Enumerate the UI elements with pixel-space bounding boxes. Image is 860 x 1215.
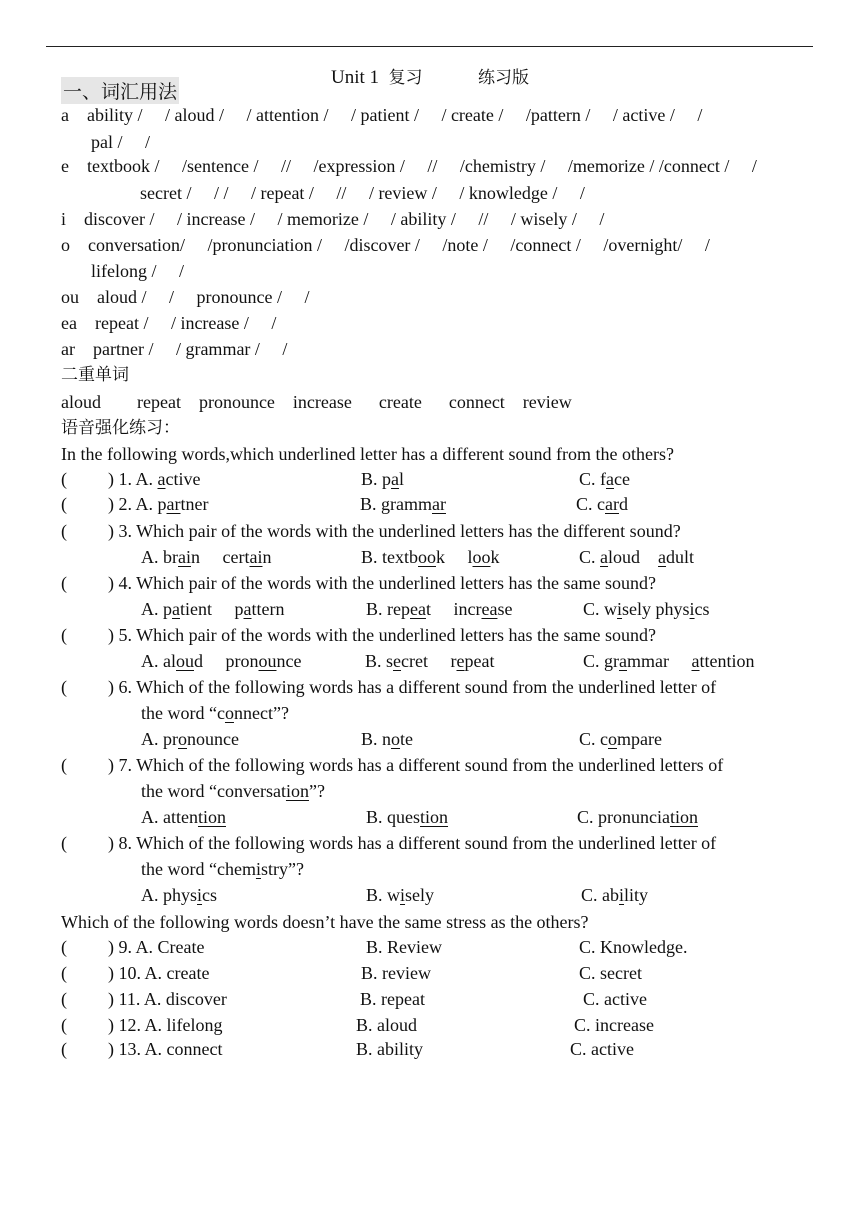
q13-option-c: C. active (570, 1039, 634, 1059)
instruction-2: Which of the following words doesn’t have the same stress as the others? (61, 912, 589, 932)
q12-option-a: ) 12. A. lifelong (108, 1015, 223, 1035)
q6-option-a: A. pronounce (141, 729, 239, 749)
q9-option-a: ) 9. A. Create (108, 937, 205, 957)
vocab-line-o: o conversation/ /pronunciation / /discover / /note / /connect / /overnight/ / (61, 235, 710, 255)
q2-option-a: ) 2. A. partner (108, 494, 209, 514)
q1-option-c: C. face (579, 469, 630, 489)
answer-paren: ( (61, 677, 67, 697)
vocab-line-i: i discover / / increase / / memorize / / ability / // / wisely / / (61, 209, 605, 229)
q8-option-b: B. wisely (366, 885, 435, 905)
vocab-line-a: a ability / / aloud / / attention / / patient / / create / /pattern / / active / / (61, 105, 703, 125)
answer-paren: ( (61, 989, 67, 1009)
sec2-heading: 二重单词 (61, 365, 129, 385)
vocab-line-o-cont: lifelong / / (91, 261, 184, 281)
vocab-line-e: e textbook / /sentence / // /expression / // /chemistry / /memorize / /connect / / (61, 156, 757, 176)
q4-option-c: C. wisely physics (583, 599, 710, 619)
answer-paren: ( (61, 755, 67, 775)
answer-paren: ( (61, 494, 67, 514)
q5-stem: ) 5. Which pair of the words with the underlined letters has the same sound? (108, 625, 657, 645)
q6-stem: ) 6. Which of the following words has a different sound from the underlined letter of (108, 677, 717, 697)
q12-option-c: C. increase (574, 1015, 654, 1035)
q6-option-c: C. compare (579, 729, 662, 749)
q13-option-a: ) 13. A. connect (108, 1039, 223, 1059)
q9-option-b: B. Review (366, 937, 442, 957)
q4-option-a: A. patient pattern (141, 599, 285, 619)
instruction-1: In the following words,which underlined letter has a different sound from the others? (61, 444, 675, 464)
q8-option-a: A. physics (141, 885, 218, 905)
q4-option-b: B. repeat increase (366, 599, 513, 619)
answer-paren: ( (61, 521, 67, 541)
review-label: 复习 (388, 68, 423, 88)
answer-paren: ( (61, 625, 67, 645)
q9-option-c: C. Knowledge. (579, 937, 688, 957)
answer-paren: ( (61, 469, 67, 489)
q5-option-a: A. aloud pronounce (141, 651, 302, 671)
answer-paren: ( (61, 1015, 67, 1035)
q2-option-c: C. card (576, 494, 628, 514)
q7-option-b: B. question (366, 807, 449, 827)
q8-option-c: C. ability (581, 885, 649, 905)
answer-paren: ( (61, 963, 67, 983)
answer-paren: ( (61, 937, 67, 957)
q1-option-a: ) 1. A. active (108, 469, 201, 489)
q11-option-b: B. repeat (360, 989, 425, 1009)
q10-option-b: B. review (361, 963, 431, 983)
vocab-line-ar: ar partner / / grammar / / (61, 339, 288, 359)
top-rule (46, 46, 813, 47)
q8-stem: ) 8. Which of the following words has a different sound from the underlined letter of (108, 833, 717, 853)
q12-option-b: B. aloud (356, 1015, 417, 1035)
q13-option-b: B. ability (356, 1039, 423, 1059)
q10-option-c: C. secret (579, 963, 642, 983)
answer-paren: ( (61, 1039, 67, 1059)
q3-stem: ) 3. Which pair of the words with the underlined letters has the different sound? (108, 521, 681, 541)
q7-option-a: A. attention (141, 807, 226, 827)
q3-option-c: C. aloud adult (579, 547, 695, 567)
sec2-words: aloud repeat pronounce increase create connect review (61, 392, 572, 412)
vocab-line-e-cont: secret / / / / repeat / // / review / / knowledge / / (140, 183, 585, 203)
q4-stem: ) 4. Which pair of the words with the underlined letters has the same sound? (108, 573, 657, 593)
vocab-heading: 一、词汇用法 (61, 77, 179, 104)
q3-option-a: A. brain certain (141, 547, 272, 567)
vocab-line-ea: ea repeat / / increase / / (61, 313, 277, 333)
q11-option-c: C. active (583, 989, 647, 1009)
q8-stem-cont: the word “chemistry”? (141, 859, 304, 879)
vocab-line-a-cont: pal / / (91, 132, 150, 152)
q6-stem-cont: the word “connect”? (141, 703, 289, 723)
q11-option-a: ) 11. A. discover (108, 989, 227, 1009)
phonics-heading: 语音强化练习： (61, 418, 180, 438)
q6-option-b: B. note (361, 729, 414, 749)
q7-option-c: C. pronunciation (577, 807, 698, 827)
q1-option-b: B. pal (361, 469, 405, 489)
answer-paren: ( (61, 573, 67, 593)
q10-option-a: ) 10. A. create (108, 963, 210, 983)
q5-option-c: C. grammar attention (583, 651, 755, 671)
q2-option-b: B. grammar (360, 494, 446, 514)
edition-label: 练习版 (478, 68, 530, 88)
unit-label: Unit 1 (330, 67, 380, 88)
q7-stem-cont: the word “conversation”? (141, 781, 325, 801)
vocab-line-ou: ou aloud / / pronounce / / (61, 287, 310, 307)
q7-stem: ) 7. Which of the following words has a different sound from the underlined letters of (108, 755, 724, 775)
answer-paren: ( (61, 833, 67, 853)
q3-option-b: B. textbook look (361, 547, 500, 567)
q5-option-b: B. secret repeat (365, 651, 495, 671)
